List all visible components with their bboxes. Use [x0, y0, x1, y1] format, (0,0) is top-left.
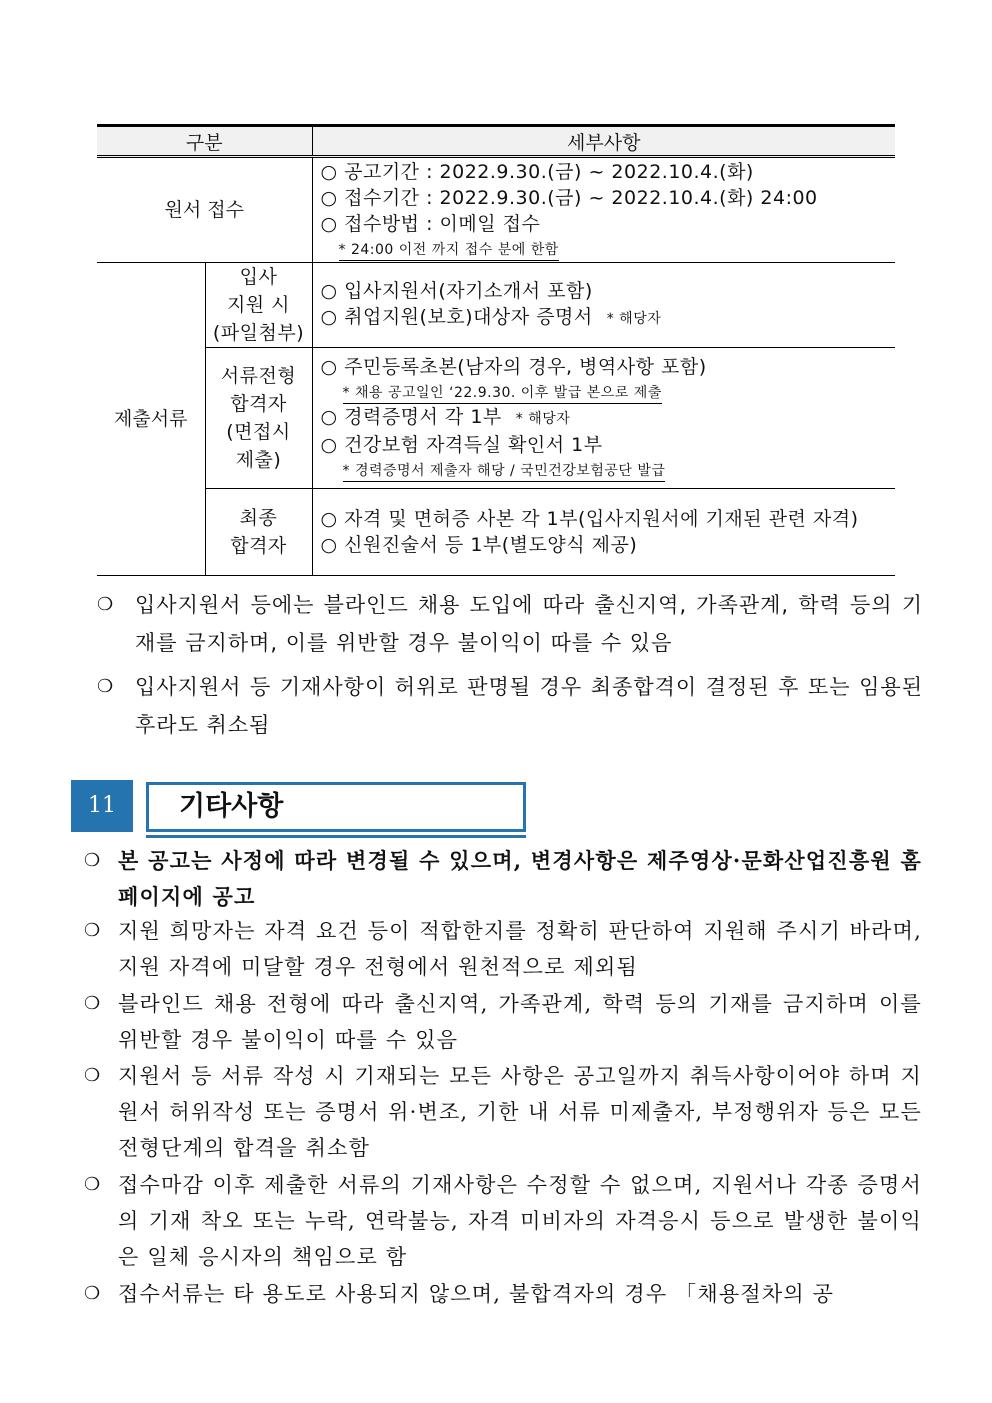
- final-pass-details: [312, 489, 895, 576]
- notice-item: ❍ 입사지원서 등에는 블라인드 채용 도입에 따라 출신지역, 가족관계, 학력 등의 기재를 금지하며, 이를 위반할 경우 불이익이 따를 수 있음: [97, 586, 923, 662]
- table-header-row: [97, 126, 895, 157]
- bullet-icon: ❍: [84, 920, 102, 941]
- sub-category-final-pass: 최종 합격자: [205, 489, 312, 576]
- detail-note: * 경력증명서 제출자 해당 / 국민건강보험공단 발급: [343, 462, 666, 482]
- detail-line: ○ 공고기간 : 2022.9.30.(금) ~ 2022.10.4.(화): [320, 161, 754, 183]
- notice-item: ❍ 블라인드 채용 전형에 따라 출신지역, 가족관계, 학력 등의 기재를 금지하며 이를 위반할 경우 불이익이 따를 수 있음: [84, 986, 922, 1058]
- section-title: 기타사항: [146, 782, 526, 832]
- document-requirements-table: [97, 124, 895, 576]
- sub-category-application-submission: 입사 지원 시 (파일첨부): [205, 263, 312, 348]
- category-documents: 제출서류: [97, 263, 205, 576]
- header-category: 구분: [97, 126, 312, 157]
- notice-item: ❍ 입사지원서 등 기재사항이 허위로 판명될 경우 최종합격이 결정된 후 또는 임용된 후라도 취소됨: [97, 668, 923, 744]
- notice-item: ❍ 지원서 등 서류 작성 시 기재되는 모든 사항은 공고일까지 취득사항이어야 하며 지원서 허위작성 또는 증명서 위·변조, 기한 내 서류 미제출자, 부정행위자 등은 모든 전형단계의 합격을 취소함: [84, 1058, 922, 1166]
- table-row: [97, 263, 895, 348]
- sub-category-document-pass: 서류전형 합격자 (면접시 제출): [205, 348, 312, 489]
- detail-line: ○ 신원진술서 등 1부(별도양식 제공): [320, 534, 638, 556]
- detail-note: * 24:00 이전 까지 접수 분에 한함: [339, 241, 559, 261]
- category-application: 원서 접수: [97, 157, 312, 263]
- document-pass-details: [312, 348, 895, 489]
- bullet-icon: ❍: [97, 676, 115, 697]
- bullet-icon: ❍: [84, 993, 102, 1014]
- notice-item: ❍ 접수마감 이후 제출한 서류의 기재사항은 수정할 수 없으며, 지원서나 각종 증명서의 기재 착오 또는 누락, 연락불능, 자격 미비자의 자격응시 등으로 발생한 불이익은 일체 응시자의 책임으로 함: [84, 1167, 922, 1275]
- application-details: [312, 157, 895, 263]
- bullet-icon: ❍: [84, 1283, 102, 1304]
- bullet-icon: ❍: [84, 1174, 102, 1195]
- detail-note: * 채용 공고일인 ‘22.9.30. 이후 발급 본으로 제출: [343, 384, 662, 404]
- detail-line: ○ 경력증명서 각 1부 * 해당자: [320, 406, 571, 428]
- table-row: [97, 348, 895, 489]
- detail-line: ○ 접수기간 : 2022.9.30.(금) ~ 2022.10.4.(화) 24:00: [320, 187, 818, 209]
- notice-item: ❍ 접수서류는 타 용도로 사용되지 않으며, 불합격자의 경우 「채용절차의 공: [84, 1276, 922, 1312]
- table-row: [97, 157, 895, 263]
- notice-item: ❍ 본 공고는 사정에 따라 변경될 수 있으며, 변경사항은 제주영상·문화산업진흥원 홈페이지에 공고: [84, 843, 922, 915]
- bullet-icon: ❍: [84, 1065, 102, 1086]
- notice-item: ❍ 지원 희망자는 자격 요건 등이 적합한지를 정확히 판단하여 지원해 주시기 바라며, 지원 자격에 미달할 경우 전형에서 원천적으로 제외됨: [84, 913, 922, 985]
- detail-line: ○ 건강보험 자격득실 확인서 1부: [320, 434, 603, 456]
- bullet-icon: ❍: [97, 594, 115, 615]
- header-details: 세부사항: [312, 126, 895, 157]
- application-submission-details: [312, 263, 895, 348]
- detail-line: ○ 입사지원서(자기소개서 포함): [320, 280, 593, 302]
- bullet-icon: ❍: [84, 850, 102, 871]
- detail-line: ○ 취업지원(보호)대상자 증명서 * 해당자: [320, 306, 662, 328]
- section-number: 11: [71, 780, 133, 832]
- detail-line: ○ 주민등록초본(남자의 경우, 병역사항 포함): [320, 356, 707, 378]
- detail-line: ○ 자격 및 면허증 사본 각 1부(입사지원서에 기재된 관련 자격): [320, 508, 859, 530]
- table-row: [97, 489, 895, 576]
- detail-line: ○ 접수방법 : 이메일 접수: [320, 213, 541, 235]
